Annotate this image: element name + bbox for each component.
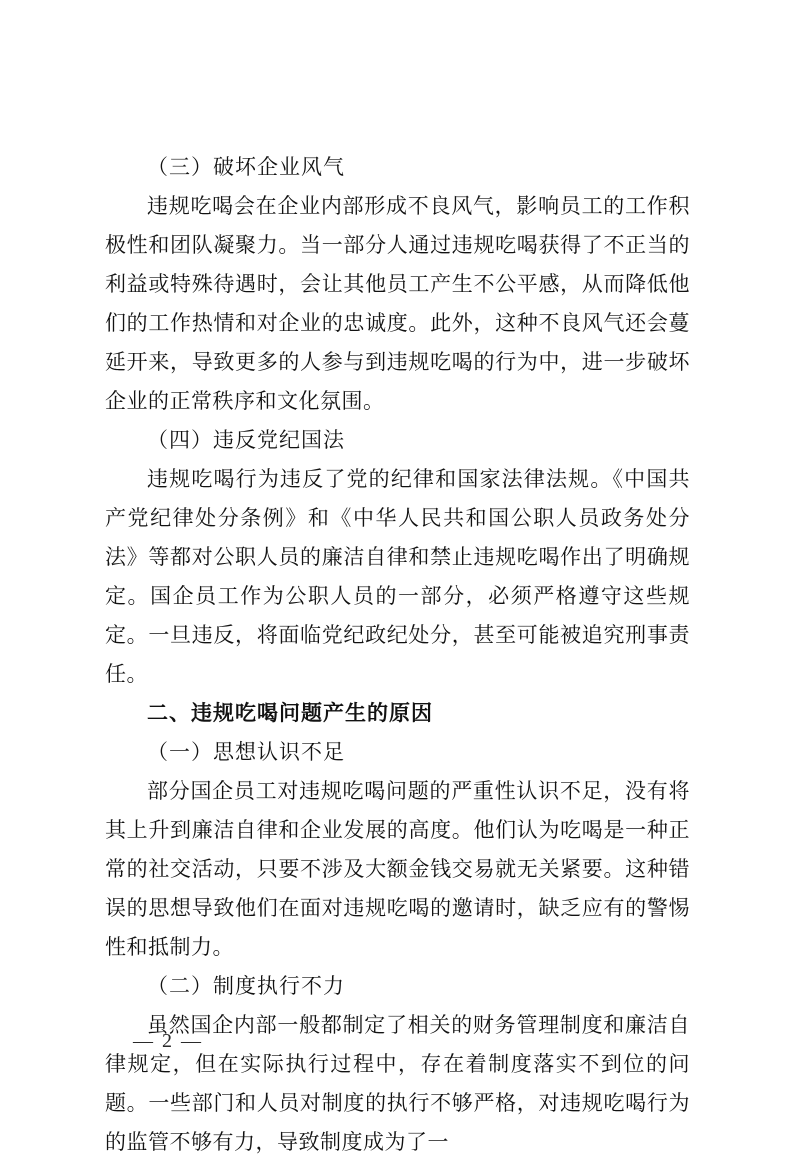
page-number: — 2 — <box>133 1030 203 1052</box>
body-paragraph: 违规吃喝会在企业内部形成不良风气，影响员工的工作积极性和团队凝聚力。当一部分人通过违规吃喝获得了不正当的利益或特殊待遇时，会让其他员工产生不公平感，从而降低他们的工作热情和对企业的忠诚度。此外，这种不良风气还会蔓延开来，导致更多的人参与到违规吃喝的行为中，进一步破坏企业的正常秩序和文化氛围。 <box>105 194 690 413</box>
body-paragraph: 虽然国企内部一般都制定了相关的财务管理制度和廉洁自律规定，但在实际执行过程中，存在着制度落实不到位的问题。一些部门和人员对制度的执行不够严格，对违规吃喝行为的监管不够有力，导致制度成为了一 <box>105 1013 690 1154</box>
subsection-heading-4: （四）违反党纪国法 <box>147 428 345 452</box>
body-paragraph: 部分国企员工对违规吃喝问题的严重性认识不足，没有将其上升到廉洁自律和企业发展的高度。他们认为吃喝是一种正常的社交活动，只要不涉及大额金钱交易就无关紧要。这种错误的思想导致他们在面对违规吃喝的邀请时，缺乏应有的警惕性和抵制力。 <box>105 779 690 959</box>
subsection-heading-1: （一）思想认识不足 <box>147 740 345 764</box>
subsection-heading-2: （二）制度执行不力 <box>147 974 345 998</box>
section-heading-2: 二、违规吃喝问题产生的原因 <box>147 702 433 725</box>
subsection-heading-3: （三）破坏企业风气 <box>147 155 345 179</box>
document-body <box>105 148 690 1162</box>
body-paragraph: 违规吃喝行为违反了党的纪律和国家法律法规。《中国共产党纪律处分条例》和《中华人民共和国公职人员政务处分法》等都对公职人员的廉洁自律和禁止违规吃喝作出了明确规定。国企员工作为公职人员的一部分，必须严格遵守这些规定。一旦违反，将面临党纪政纪处分，甚至可能被追究刑事责任。 <box>105 467 690 686</box>
